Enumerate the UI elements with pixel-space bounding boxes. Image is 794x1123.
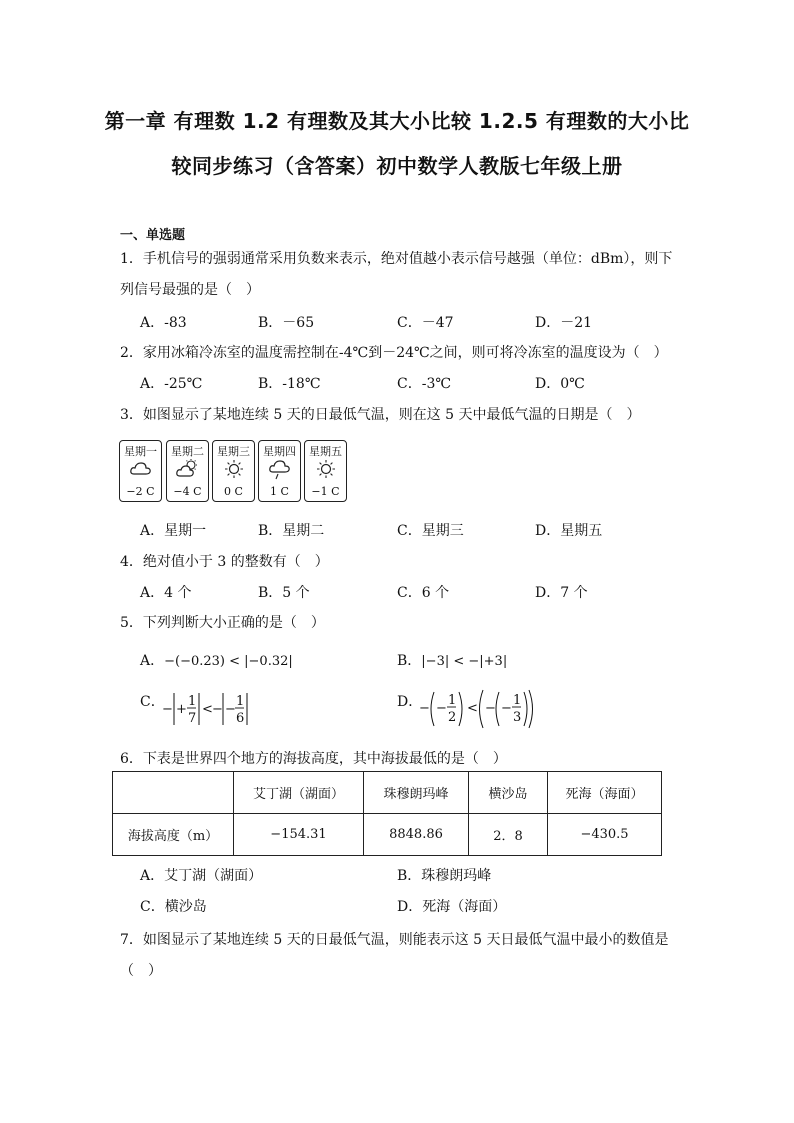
weather-temp: −1 C [311,485,340,498]
weather-card-tue [166,440,209,502]
weather-card-mon [119,440,162,502]
q6-option-b[interactable]: B．珠穆朗玛峰 [397,868,492,884]
svg-text:−: − [212,702,223,717]
question-6: 6．下表是世界四个地方的海拔高度，其中海拔最低的是（ ） [120,751,507,767]
q2-option-d[interactable]: D．0℃ [535,376,585,392]
q1-option-d[interactable]: D．－21 [535,315,593,331]
question-1-line2: 列信号最强的是（ ） [120,282,260,298]
weather-card-wed [212,440,255,502]
q5-option-d-formula [419,687,539,731]
svg-text:6: 6 [236,711,245,726]
q6-option-d[interactable]: D．死海（海面） [397,899,507,915]
rain-icon [268,458,292,480]
table-cell: 2．8 [469,814,548,856]
q1-option-b[interactable]: B．－65 [258,315,315,331]
svg-text:−: − [419,701,430,716]
svg-text:−: − [162,702,173,717]
weather-day: 星期二 [171,445,204,458]
table-header-cell [113,772,234,814]
q1-option-a[interactable]: A．-83 [140,315,187,331]
question-7-line2: （ ） [120,963,162,979]
page-title-line2: 较同步练习（含答案）初中数学人教版七年级上册 [171,154,623,178]
weather-day: 星期四 [263,445,296,458]
weather-day: 星期一 [124,445,157,458]
option-label: D． [397,694,423,710]
q5-option-c[interactable] [140,691,165,711]
weather-day: 星期三 [217,445,250,458]
svg-text:2: 2 [448,710,457,725]
q5-option-a[interactable] [140,650,293,670]
table-header-row [113,772,662,814]
weather-card-thu [258,440,301,502]
math-expression: −(−0.23) < |−0.32| [164,654,293,669]
q4-option-d[interactable]: D．7 个 [535,585,588,601]
option-label: A． [140,653,165,669]
table-row [113,814,662,856]
weather-temp: −4 C [173,485,202,498]
weather-day: 星期五 [309,445,342,458]
option-label: C． [140,694,165,710]
math-expression: |−3| < −|+3| [421,654,508,669]
table-header-cell: 横沙岛 [469,772,548,814]
svg-text:−: − [501,701,512,716]
q6-option-c[interactable]: C．横沙岛 [140,899,207,915]
weather-card-fri [304,440,347,502]
svg-text:1: 1 [513,693,522,708]
table-cell: 海拔高度（m） [113,814,234,856]
cloud-icon [129,458,153,480]
svg-text:<: < [202,702,213,717]
svg-text:−: − [436,701,447,716]
q3-option-b[interactable]: B．星期二 [258,523,325,539]
q3-option-a[interactable]: A．星期一 [140,523,207,539]
question-4: 4．绝对值小于 3 的整数有（ ） [120,554,329,570]
weather-temp: 0 C [224,485,243,498]
svg-text:1: 1 [188,694,197,709]
weather-temp: 1 C [270,485,289,498]
table-cell: 8848.86 [364,814,469,856]
altitude-table [112,771,662,856]
svg-text:−: − [485,701,496,716]
question-1-line1: 1．手机信号的强弱通常采用负数来表示，绝对值越小表示信号越强（单位：dBm），则下 [120,251,673,267]
q2-option-c[interactable]: C．-3℃ [397,376,452,392]
table-cell: −154.31 [234,814,364,856]
table-header-cell: 珠穆朗玛峰 [364,772,469,814]
q6-option-a[interactable]: A．艾丁湖（湖面） [140,868,263,884]
q5-option-b[interactable] [397,650,507,670]
table-header-cell: 死海（海面） [548,772,662,814]
svg-text:+: + [176,702,187,717]
weather-temp: −2 C [126,485,155,498]
option-label: B． [397,653,422,669]
sun-icon [222,458,246,480]
partly-cloudy-icon [176,458,200,480]
question-7-line1: 7．如图显示了某地连续 5 天的日最低气温，则能表示这 5 天日最低气温中最小的数值是 [120,932,669,948]
q3-option-c[interactable]: C．星期三 [397,523,464,539]
section-heading: 一、单选题 [120,228,186,243]
q4-option-b[interactable]: B．5 个 [258,585,310,601]
svg-text:1: 1 [236,694,245,709]
svg-text:1: 1 [448,693,457,708]
sun-icon [314,458,338,480]
svg-text:3: 3 [513,710,522,725]
table-header-cell: 艾丁湖（湖面） [234,772,364,814]
question-2: 2．家用冰箱冷冻室的温度需控制在-4℃到－24℃之间，则可将冷冻室的温度设为（ ） [120,345,668,361]
q5-option-c-formula [162,689,252,729]
question-3: 3．如图显示了某地连续 5 天的日最低气温，则在这 5 天中最低气温的日期是（ ） [120,407,641,423]
question-5: 5．下列判断大小正确的是（ ） [120,615,325,631]
svg-text:−: − [225,702,236,717]
q4-option-a[interactable]: A．4 个 [140,585,192,601]
q1-option-c[interactable]: C．－47 [397,315,454,331]
q3-option-d[interactable]: D．星期五 [535,523,603,539]
table-cell: −430.5 [548,814,662,856]
q4-option-c[interactable]: C．6 个 [397,585,450,601]
q2-option-b[interactable]: B．-18℃ [258,376,321,392]
q2-option-a[interactable]: A．-25℃ [140,376,203,392]
svg-text:7: 7 [188,711,197,726]
page-title-line1: 第一章 有理数 1.2 有理数及其大小比较 1.2.5 有理数的大小比 [104,109,690,133]
svg-text:<: < [467,701,478,716]
